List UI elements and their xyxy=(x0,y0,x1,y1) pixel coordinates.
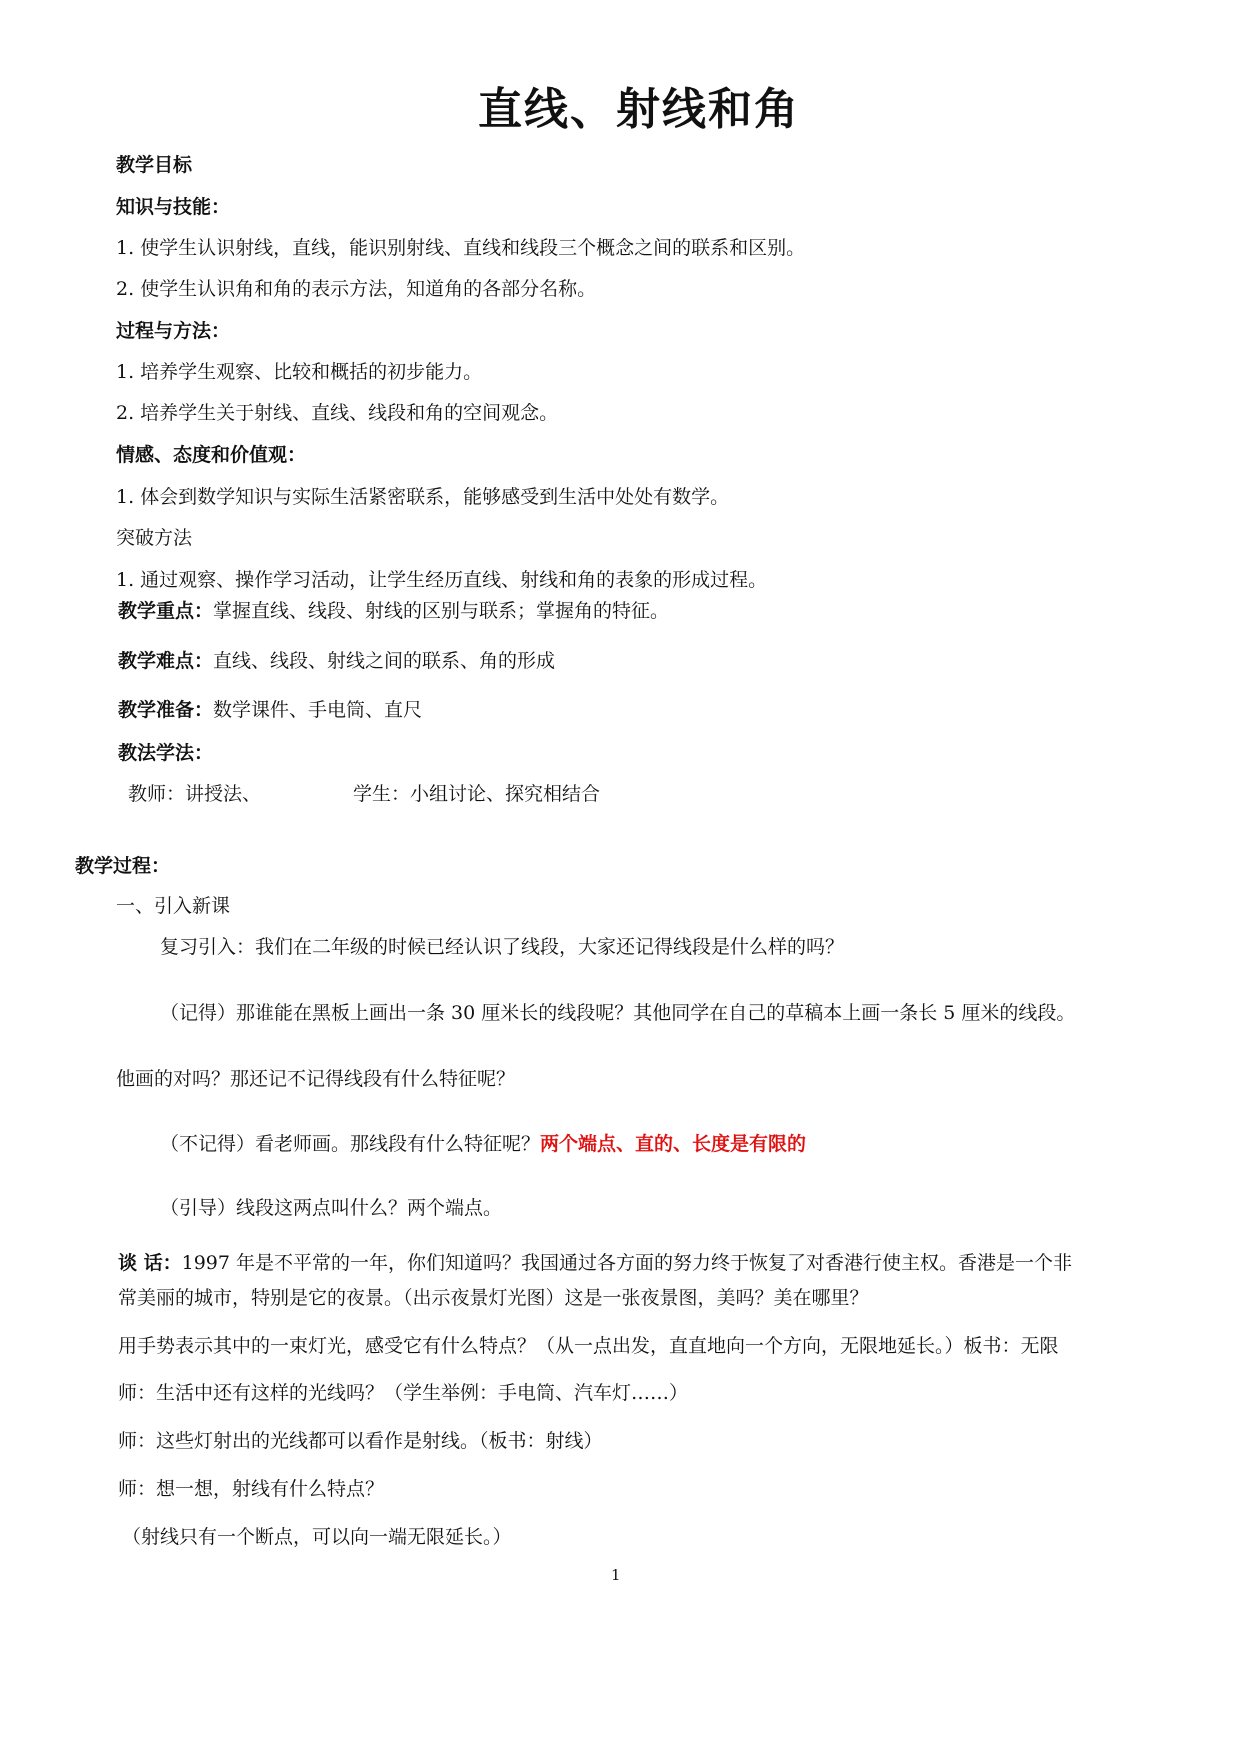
forget-prefix: （不记得）看老师画。那线段有什么特征呢？ xyxy=(160,1133,541,1155)
breakthrough-item-1: 1. 通过观察、操作学习活动，让学生经历直线、射线和角的表象的形成过程。 xyxy=(116,569,768,591)
check-line: 他画的对吗？那还记不记得线段有什么特征呢？ xyxy=(116,1068,516,1090)
document-title: 直线、射线和角 xyxy=(478,84,800,135)
breakthrough-heading: 突破方法 xyxy=(116,527,193,549)
difficulty-label: 教学难点： xyxy=(118,650,214,672)
preparation-label: 教学准备： xyxy=(118,699,214,721)
talk-line-2: 常美丽的城市，特别是它的夜景。（出示夜景灯光图）这是一张夜景图，美吗？美在哪里？ xyxy=(118,1287,869,1309)
key-point-text: 掌握直线、线段、射线的区别与联系；掌握角的特征。 xyxy=(213,600,670,622)
review-line: 复习引入：我们在二年级的时候已经认识了线段，大家还记得线段是什么样的吗？ xyxy=(160,936,845,958)
remember-line: （记得）那谁能在黑板上画出一条 30 厘米长的线段呢？其他同学在自己的草稿本上画一条长 5 厘米的线段。 xyxy=(160,1002,1076,1024)
guide-line: （引导）线段这两点叫什么？两个端点。 xyxy=(160,1197,503,1219)
key-point-label: 教学重点： xyxy=(118,600,214,622)
preparation-line xyxy=(118,697,422,723)
teacher-line-1: 师：生活中还有这样的光线吗？（学生举例：手电筒、汽车灯……） xyxy=(118,1382,689,1404)
talk-text-1: 1997 年是不平常的一年，你们知道吗？我国通过各方面的努力终于恢复了对香港行使主权。香港是一个非 xyxy=(181,1252,1073,1274)
process-heading: 过程与方法： xyxy=(116,320,231,342)
answer-line: （射线只有一个断点，可以向一端无限延长。） xyxy=(122,1526,512,1548)
page-number: 1 xyxy=(611,1566,621,1584)
process-item-1: 1. 培养学生观察、比较和概括的初步能力。 xyxy=(116,361,483,383)
knowledge-heading: 知识与技能： xyxy=(116,196,231,218)
teacher-line-2: 师：这些灯射出的光线都可以看作是射线。（板书：射线） xyxy=(118,1430,603,1452)
segment-features-answer: 两个端点、直的、长度是有限的 xyxy=(540,1133,807,1155)
emotion-item-1: 1. 体会到数学知识与实际生活紧密联系，能够感受到生活中处处有数学。 xyxy=(116,486,730,508)
methods-student: 学生：小组讨论、探究相结合 xyxy=(353,783,601,805)
knowledge-item-1: 1. 使学生认识射线，直线，能识别射线、直线和线段三个概念之间的联系和区别。 xyxy=(116,237,806,259)
difficulty-text: 直线、线段、射线之间的联系、角的形成 xyxy=(213,650,556,672)
talk-label: 谈 话： xyxy=(118,1252,182,1274)
difficulty-line xyxy=(118,648,555,674)
forget-line xyxy=(160,1131,806,1157)
preparation-text: 数学课件、手电筒、直尺 xyxy=(213,699,423,721)
objectives-heading: 教学目标 xyxy=(116,154,193,176)
talk-line-1 xyxy=(118,1250,1072,1276)
gesture-line: 用手势表示其中的一束灯光，感受它有什么特点？（从一点出发，直直地向一个方向，无限地延长。）板书：无限 xyxy=(118,1335,1059,1357)
knowledge-item-2: 2. 使学生认识角和角的表示方法，知道角的各部分名称。 xyxy=(116,278,597,300)
emotion-heading: 情感、态度和价值观： xyxy=(116,444,307,466)
step-1-heading: 一、引入新课 xyxy=(116,895,231,917)
teacher-line-3: 师：想一想，射线有什么特点？ xyxy=(118,1478,385,1500)
methods-heading: 教法学法： xyxy=(118,742,214,764)
methods-teacher: 教师：讲授法、 xyxy=(128,783,262,805)
process-item-2: 2. 培养学生关于射线、直线、线段和角的空间观念。 xyxy=(116,402,559,424)
key-point-line xyxy=(118,598,669,624)
process-section-heading: 教学过程： xyxy=(75,855,171,877)
